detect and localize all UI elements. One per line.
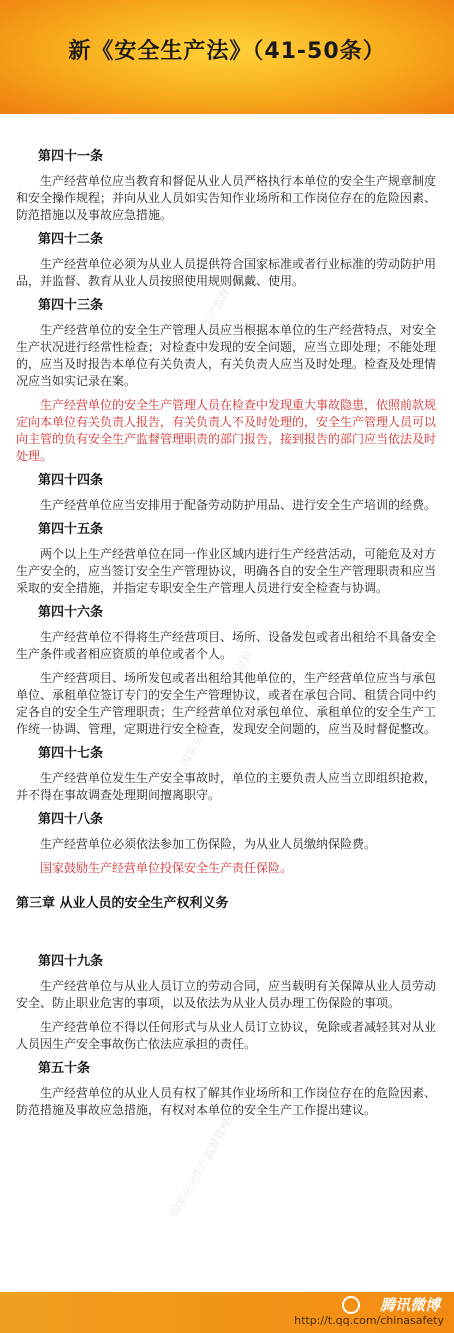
watermark: 国家安全生产监督管理总局 [167,1097,246,1219]
article-paragraph: 生产经营单位应当教育和督促从业人员严格执行本单位的安全生产规章制度和安全操作规程；并向从业人员如实告知作业场所和工作岗位存在的危险因素、防范措施以及事故应急措施。 [16,174,437,222]
article-paragraph: 生产经营单位不得以任何形式与从业人员订立协议，免除或者减轻其对从业人员因生产安全事故伤亡依法应承担的责任。 [16,1020,437,1051]
article-title: 第四十五条 [38,522,104,537]
header-banner [0,0,454,114]
article-paragraph: 生产经营单位发生生产安全事故时，单位的主要负责人应当立即组织抢救，并不得在事故调查处理期间擅离职守。 [16,771,437,802]
article-paragraph: 生产经营单位的安全生产管理人员在检查中发现重大事故隐患，依照前款规定向本单位有关负责人报告，有关负责人不及时处理的，安全生产管理人员可以向主管的负有安全生产监督管理职责的部门报告，接到报告的部门应当依法及时处理。 [16,398,437,463]
article-paragraph: 生产经营单位的安全生产管理人员应当根据本单位的生产经营特点，对安全生产状况进行经常性检查；对检查中发现的安全问题，应当立即处理；不能处理的，应当及时报告本单位有关负责人，有关负责人应当及时处理。检查及处理情况应当如实记录在案。 [16,323,437,388]
chapter-title: 第三章 从业人员的安全生产权利义务 [16,896,229,911]
footer-logo: 腾讯微博 [379,1296,440,1314]
article-title: 第四十四条 [38,473,104,488]
article-title: 第四十二条 [38,232,104,247]
articles-section [16,148,440,877]
weibo-icon [342,1296,360,1314]
article-title: 第四十一条 [38,149,104,164]
article-paragraph: 生产经营项目、场所发包或者出租给其他单位的，生产经营单位应当与承包单位、承租单位签订专门的安全生产管理协议，或者在承包合同、租赁合同中约定各自的安全生产管理职责；生产经营单位对承包单位、承租单位的安全生产工作统一协调、管理，定期进行安全检查，发现安全问题的，应当及时督促整改。 [16,671,437,736]
article-title: 第四十三条 [38,298,104,313]
article-paragraph: 生产经营单位的从业人员有权了解其作业场所和工作岗位存在的危险因素、防范措施及事故应急措施，有权对本单位的安全生产工作提出建议。 [16,1086,437,1117]
article-paragraph: 两个以上生产经营单位在同一作业区域内进行生产经营活动，可能危及对方生产安全的，应当签订安全生产管理协议，明确各自的安全生产管理职责和应当采取的安全措施，并指定专职安全生产管理人员进行安全检查与协调。 [16,547,437,595]
article-paragraph: 国家鼓励生产经营单位投保安全生产责任保险。 [40,861,293,875]
article-title: 第四十八条 [38,812,104,827]
article-title: 第四十九条 [38,954,104,969]
article-paragraph: 生产经营单位必须依法参加工伤保险，为从业人员缴纳保险费。 [40,837,377,851]
watermark: 国家安全生产监督管理总局 [177,647,256,769]
articles-section-2 [16,953,440,1119]
law-content [16,148,440,1126]
footer-url[interactable]: http://t.qq.com/chinasafety [294,1314,444,1327]
article-paragraph: 生产经营单位不得将生产经营项目、场所、设备发包或者出租给不具备安全生产条件或者相应资质的单位或者个人。 [16,630,437,661]
article-paragraph: 生产经营单位应当安排用于配备劳动防护用品、进行安全生产培训的经费。 [40,498,437,512]
article-title: 第五十条 [38,1061,91,1076]
watermark: 国家安全生产监督管理总局 [177,247,256,369]
footer-bar [0,1292,454,1333]
article-paragraph: 生产经营单位与从业人员订立的劳动合同，应当载明有关保障从业人员劳动安全、防止职业危害的事项，以及依法为从业人员办理工伤保险的事项。 [16,979,437,1010]
article-title: 第四十六条 [38,605,104,620]
article-paragraph: 生产经营单位必须为从业人员提供符合国家标准或者行业标准的劳动防护用品，并监督、教育从业人员按照使用规则佩戴、使用。 [16,257,437,288]
page-title: 新《安全生产法》（41-50条） [68,39,386,64]
article-title: 第四十七条 [38,746,104,761]
